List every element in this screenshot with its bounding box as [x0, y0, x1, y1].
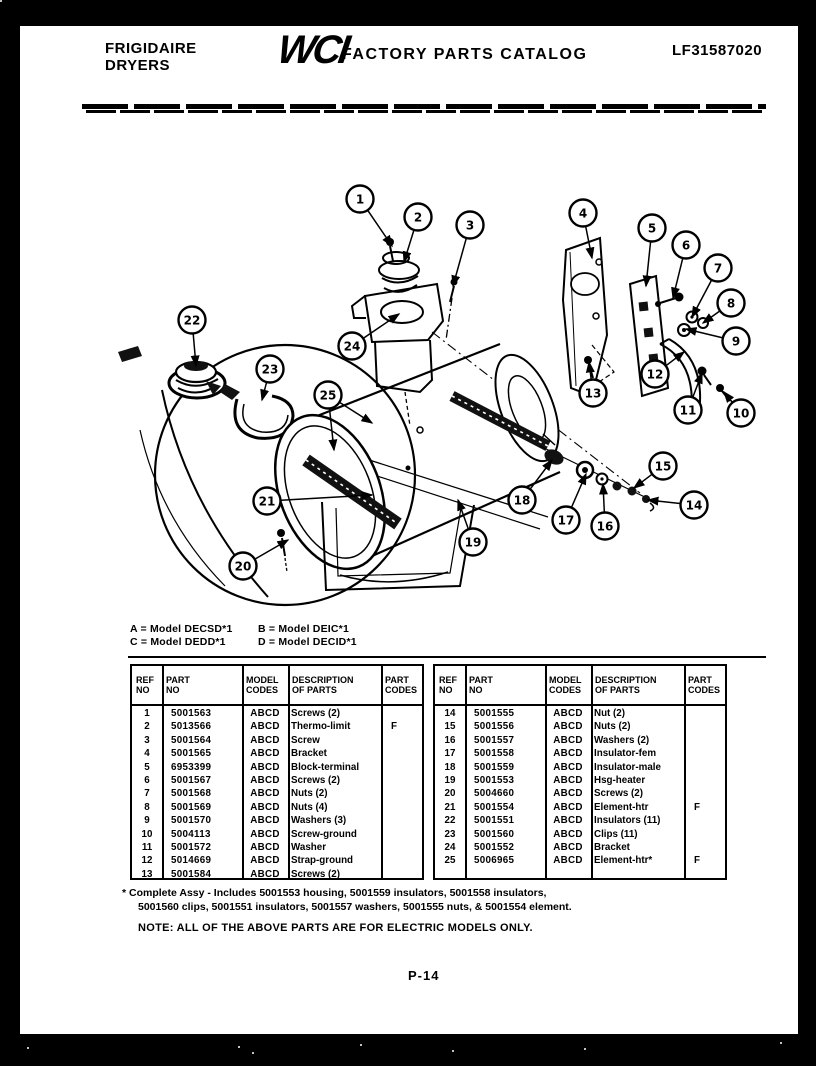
- table-cell: Washer: [291, 841, 327, 853]
- table-row: [132, 841, 422, 854]
- header-rule-2: [86, 110, 762, 113]
- column-header: REF NO: [439, 675, 457, 695]
- table-cell: 24: [444, 841, 456, 853]
- header-rule: [82, 104, 766, 109]
- table-row: [132, 854, 422, 867]
- table-body: [435, 707, 725, 868]
- table-cell: ABCD: [553, 801, 583, 813]
- callout-number: 11: [679, 403, 697, 418]
- table-row: [132, 787, 422, 800]
- document-number: LF31587020: [672, 42, 763, 59]
- callout-leader-line: [686, 329, 722, 338]
- table-row: [132, 828, 422, 841]
- column-header: DESCRIPTION OF PARTS: [292, 675, 354, 695]
- table-row: [132, 761, 422, 774]
- legend-model-a: A = Model DECSD*1: [130, 623, 233, 635]
- callout-leader-line: [692, 280, 711, 317]
- callout-number: 18: [513, 493, 531, 508]
- table-cell: [684, 774, 725, 787]
- table-cell: 1: [144, 708, 150, 719]
- callout-number: 14: [685, 498, 703, 513]
- column-header: MODEL CODES: [246, 675, 279, 695]
- catalog-title: FACTORY PARTS CATALOG: [342, 46, 588, 63]
- table-cell: 5001567: [171, 774, 212, 786]
- callout-14: [648, 492, 708, 519]
- table-cell: Nut (2): [594, 708, 626, 719]
- table-cell: 5001568: [171, 788, 212, 800]
- table-cell: [381, 707, 422, 720]
- table-cell: ABCD: [553, 841, 583, 853]
- brand-line1: FRIGIDAIRE: [105, 40, 197, 57]
- table-cell: Hsg-heater: [594, 774, 646, 786]
- callout-number: 8: [726, 296, 736, 311]
- table-cell: ABCD: [250, 708, 280, 719]
- table-cell: F: [694, 801, 700, 813]
- table-cell: [381, 841, 422, 854]
- table-cell: Nuts (2): [594, 721, 631, 733]
- table-row: [435, 828, 725, 841]
- table-cell: 5001551: [474, 815, 515, 827]
- table-cell: Block-terminal: [291, 761, 360, 773]
- callout-leader-line: [368, 211, 392, 246]
- table-row: [435, 814, 725, 827]
- callout-number: 10: [732, 406, 750, 421]
- table-row: [132, 801, 422, 814]
- page-number: P-14: [408, 968, 440, 983]
- table-cell: 16: [444, 734, 456, 746]
- table-row: [132, 707, 422, 720]
- table-cell: 2: [144, 721, 150, 733]
- footnote-line2: 5001560 clips, 5001551 insulators, 5001557 washers, 5001555 nuts, & 5001554 element.: [138, 901, 572, 913]
- callout-leader-line: [724, 392, 732, 402]
- callout-leader-line: [703, 311, 720, 323]
- table-cell: ABCD: [250, 774, 280, 786]
- table-cell: [684, 841, 725, 854]
- table-cell: 11: [141, 841, 153, 853]
- table-cell: 5014669: [171, 855, 212, 867]
- table-cell: Thermo-limit: [291, 721, 351, 733]
- callout-number: 3: [465, 218, 475, 233]
- table-row: [435, 841, 725, 854]
- callout-number: 21: [258, 494, 276, 509]
- callout-13: [580, 362, 607, 407]
- table-cell: ABCD: [553, 721, 583, 733]
- table-cell: [381, 747, 422, 760]
- table-cell: 17: [444, 748, 456, 760]
- table-cell: [684, 747, 725, 760]
- table-top-rule: [128, 656, 766, 658]
- table-row: [132, 720, 422, 733]
- callout-number: 6: [681, 238, 691, 253]
- callout-number: 7: [713, 261, 723, 276]
- table-cell: 10: [141, 828, 153, 840]
- table-cell: Insulators (11): [594, 815, 661, 827]
- column-header: PART CODES: [688, 675, 721, 695]
- table-cell: ABCD: [250, 815, 280, 827]
- table-cell: [381, 761, 422, 774]
- table-cell: [381, 868, 422, 881]
- callout-leader-line: [453, 238, 466, 286]
- callout-leader-line: [603, 484, 604, 512]
- table-cell: 6953399: [171, 761, 212, 773]
- table-cell: [684, 761, 725, 774]
- parts-table-right: [433, 664, 727, 880]
- parts-table-left: [130, 664, 424, 880]
- callout-20: [230, 540, 289, 580]
- table-row: [435, 761, 725, 774]
- callout-1: [347, 186, 393, 247]
- callout-10: [724, 392, 755, 427]
- table-cell: ABCD: [250, 761, 280, 773]
- page-background: [20, 26, 798, 1034]
- table-cell: 5006965: [474, 855, 515, 867]
- table-header: [132, 666, 422, 704]
- table-cell: 5001554: [474, 801, 515, 813]
- table-cell: ABCD: [553, 788, 583, 800]
- legend-model-c: C = Model DEDD*1: [130, 636, 226, 648]
- table-cell: ABCD: [553, 708, 583, 719]
- callout-number: 20: [234, 559, 252, 574]
- table-cell: [684, 707, 725, 720]
- table-cell: Screws (2): [594, 788, 644, 800]
- table-cell: 5001560: [474, 828, 515, 840]
- footnote-line1: * Complete Assy - Includes 5001553 housing, 5001559 insulators, 5001558 insulators,: [122, 887, 547, 899]
- callout-number: 19: [464, 535, 482, 550]
- mounting-bracket: [563, 238, 614, 396]
- table-row: [132, 774, 422, 787]
- table-cell: ABCD: [250, 748, 280, 760]
- table-row: [132, 747, 422, 760]
- table-cell: 5001584: [171, 868, 212, 880]
- table-cell: 5001558: [474, 748, 515, 760]
- callout-number: 25: [319, 388, 337, 403]
- table-cell: 23: [444, 828, 456, 840]
- callout-5: [639, 215, 666, 287]
- table-cell: ABCD: [553, 828, 583, 840]
- table-row: [435, 854, 725, 867]
- table-cell: 5001570: [171, 815, 212, 827]
- table-row: [132, 734, 422, 747]
- table-cell: [381, 828, 422, 841]
- callout-22: [179, 307, 206, 367]
- callout-number: 23: [261, 362, 279, 377]
- callout-number: 1: [355, 192, 365, 207]
- scan-edge-notch: [0, 760, 9, 778]
- table-cell: [381, 734, 422, 747]
- table-cell: ABCD: [250, 828, 280, 840]
- column-header: PART CODES: [385, 675, 418, 695]
- table-cell: Washers (3): [291, 815, 347, 827]
- table-cell: 25: [444, 855, 456, 867]
- callout-leader-line: [634, 474, 652, 488]
- callout-9: [686, 328, 750, 355]
- table-cell: 5001556: [474, 721, 515, 733]
- table-cell: [381, 814, 422, 827]
- table-cell: ABCD: [250, 868, 280, 880]
- callout-18: [509, 460, 553, 514]
- table-cell: ABCD: [553, 855, 583, 867]
- callout-17: [553, 474, 587, 534]
- table-cell: 22: [444, 815, 456, 827]
- table-cell: Element-htr*: [594, 855, 653, 867]
- callout-23: [257, 356, 284, 401]
- header-divider: [435, 704, 725, 706]
- table-cell: [684, 734, 725, 747]
- wci-logo: WCI: [274, 28, 350, 72]
- callout-number: 22: [183, 313, 201, 328]
- table-cell: Element-htr: [594, 801, 649, 813]
- table-cell: 5001563: [171, 708, 212, 719]
- assembly-footnote: [122, 886, 702, 914]
- table-cell: F: [391, 721, 397, 733]
- table-cell: ABCD: [250, 841, 280, 853]
- table-row: [435, 801, 725, 814]
- table-cell: Screw-ground: [291, 828, 357, 840]
- callout-leader-line: [262, 383, 267, 400]
- table-cell: 5001559: [474, 761, 515, 773]
- callout-19: [458, 500, 487, 556]
- table-cell: Insulator-fem: [594, 748, 657, 760]
- table-cell: 5013566: [171, 721, 212, 733]
- table-cell: 6: [144, 774, 150, 786]
- table-cell: Nuts (4): [291, 801, 328, 813]
- column-header: MODEL CODES: [549, 675, 582, 695]
- callout-15: [634, 453, 677, 489]
- callout-number: 5: [647, 221, 657, 236]
- callout-16: [592, 484, 619, 540]
- table-cell: [684, 828, 725, 841]
- header-divider: [132, 704, 422, 706]
- legend-model-d: D = Model DECID*1: [258, 636, 357, 648]
- table-cell: 5: [144, 761, 150, 773]
- table-cell: 3: [144, 734, 150, 746]
- brand-header: [105, 40, 197, 74]
- table-cell: 5001553: [474, 774, 515, 786]
- callout-8: [703, 290, 745, 324]
- table-cell: [381, 801, 422, 814]
- callout-number: 9: [731, 334, 741, 349]
- table-cell: 5001552: [474, 841, 515, 853]
- scan-noise: [0, 0, 2, 2]
- table-cell: 5001557: [474, 734, 515, 746]
- table-cell: Strap-ground: [291, 855, 354, 867]
- table-row: [435, 774, 725, 787]
- callout-number: 17: [557, 513, 575, 528]
- callout-leader-line: [673, 259, 683, 298]
- callout-12: [642, 352, 685, 388]
- column-header: PART NO: [166, 675, 190, 695]
- table-row: [435, 747, 725, 760]
- callout-number: 16: [596, 519, 614, 534]
- table-cell: ABCD: [553, 761, 583, 773]
- table-cell: 8: [144, 801, 150, 813]
- table-cell: 5004113: [171, 828, 211, 840]
- table-cell: 13: [141, 868, 153, 880]
- table-cell: 5001565: [171, 748, 212, 760]
- brand-line2: DRYERS: [105, 57, 170, 74]
- table-row: [435, 707, 725, 720]
- table-cell: 12: [141, 855, 153, 867]
- table-cell: [381, 774, 422, 787]
- legend-model-b: B = Model DEIC*1: [258, 623, 350, 635]
- model-legend: [130, 623, 357, 648]
- callout-number: 15: [654, 459, 672, 474]
- callout-number: 24: [343, 339, 361, 354]
- table-cell: 19: [444, 774, 456, 786]
- table-cell: 7: [144, 788, 150, 800]
- table-cell: [381, 854, 422, 867]
- table-cell: ABCD: [250, 734, 280, 746]
- column-header: REF NO: [136, 675, 154, 695]
- table-cell: ABCD: [553, 774, 583, 786]
- table-cell: 9: [144, 815, 150, 827]
- callout-leader-line: [648, 500, 680, 503]
- table-cell: Nuts (2): [291, 788, 328, 800]
- column-header: PART NO: [469, 675, 493, 695]
- callout-leader-line: [340, 403, 372, 423]
- table-cell: 20: [444, 788, 456, 800]
- callout-number: 12: [646, 367, 664, 382]
- table-cell: F: [694, 855, 700, 867]
- table-cell: 4: [144, 748, 150, 760]
- table-cell: Insulator-male: [594, 761, 661, 773]
- table-header: [435, 666, 725, 704]
- table-cell: ABCD: [250, 721, 280, 733]
- electric-models-note: NOTE: ALL OF THE ABOVE PARTS ARE FOR ELECTRIC MODELS ONLY.: [138, 922, 533, 934]
- table-cell: ABCD: [250, 801, 280, 813]
- table-cell: Bracket: [594, 841, 630, 853]
- table-cell: Clips (11): [594, 828, 638, 840]
- table-cell: 15: [444, 721, 456, 733]
- table-cell: ABCD: [250, 855, 280, 867]
- table-cell: 5004660: [474, 788, 515, 800]
- table-cell: 5001555: [474, 708, 515, 719]
- terminal-hardware-chain: [540, 446, 655, 511]
- table-cell: Washers (2): [594, 734, 650, 746]
- table-cell: ABCD: [553, 748, 583, 760]
- table-cell: Screws (2): [291, 868, 341, 880]
- table-cell: ABCD: [553, 734, 583, 746]
- table-cell: [684, 814, 725, 827]
- exploded-parts-diagram: [110, 175, 800, 630]
- callout-leader-line: [530, 460, 552, 489]
- table-cell: Bracket: [291, 748, 327, 760]
- table-cell: 5001572: [171, 841, 212, 853]
- callout-2: [404, 204, 432, 263]
- table-cell: Screws (2): [291, 708, 341, 719]
- table-cell: 21: [444, 801, 456, 813]
- table-cell: 14: [444, 708, 456, 719]
- callout-6: [673, 232, 700, 299]
- cover-plug-part: [169, 361, 225, 398]
- callout-3: [453, 212, 484, 287]
- table-cell: Screws (2): [291, 774, 341, 786]
- callout-number: 4: [578, 206, 588, 221]
- table-cell: 18: [444, 761, 456, 773]
- table-cell: ABCD: [250, 788, 280, 800]
- table-cell: ABCD: [553, 815, 583, 827]
- heater-housing-drum: [255, 344, 572, 585]
- table-body: [132, 707, 422, 881]
- table-row: [132, 814, 422, 827]
- table-cell: [684, 720, 725, 733]
- table-row: [435, 720, 725, 733]
- callout-number: 2: [413, 210, 423, 225]
- tab-detail: [118, 346, 142, 362]
- callout-number: 13: [584, 386, 602, 401]
- table-cell: 5001569: [171, 801, 212, 813]
- table-row: [435, 787, 725, 800]
- table-cell: Screw: [291, 734, 320, 746]
- callout-leader-line: [572, 474, 586, 507]
- callout-4: [570, 200, 597, 259]
- table-row: [132, 868, 422, 881]
- table-cell: [381, 787, 422, 800]
- table-row: [435, 734, 725, 747]
- screw-part-20: [277, 529, 287, 572]
- table-cell: [684, 787, 725, 800]
- column-header: DESCRIPTION OF PARTS: [595, 675, 657, 695]
- table-cell: 5001564: [171, 734, 212, 746]
